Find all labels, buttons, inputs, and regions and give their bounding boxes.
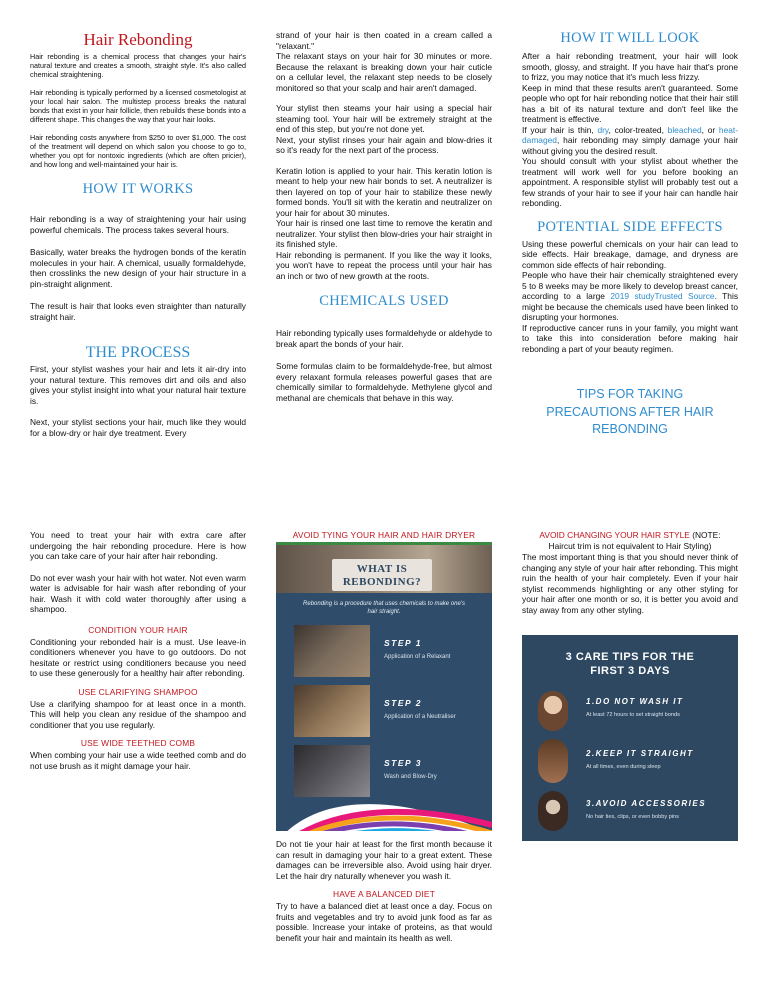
- wide-comb-heading: USE WIDE TEETHED COMB: [80, 738, 196, 748]
- process-heading: THE PROCESS: [85, 344, 191, 361]
- look-damage-post: , hair rebonding may simply damage your hair without giving you the desired result.: [522, 135, 738, 156]
- process-paragraph-1: First, your stylist washes your hair and lets it air-dry into your natural texture. This removes dirt and oils and also gives your stylist insight into what your natural hair texture is.: [30, 364, 246, 406]
- balanced-diet-heading: HAVE A BALANCED DIET: [332, 889, 436, 899]
- rainbow-swirl-graphic: [276, 803, 492, 831]
- study-link[interactable]: 2019 studyTrusted Source: [610, 291, 715, 301]
- process-cont-1: strand of your hair is then coated in a cream called a "relaxant.": [276, 30, 492, 51]
- step-2-label: STEP 2: [384, 698, 422, 708]
- process-cont-4: Next, your stylist rinses your hair again and blow-dries it so it's ready for the next part of the process.: [276, 134, 492, 155]
- side-effects-paragraph-2: [522, 270, 738, 323]
- tip-2-title: 2.KEEP IT STRAIGHT: [586, 749, 694, 758]
- tip-1-photo: [538, 691, 568, 731]
- after-care-intro-2: Do not ever wash your hair with hot water. Not even warm water is advisable for hair wash after rebonding of your hair. Wash it with cold water thoroughly after using a shampoo.: [30, 572, 246, 614]
- intro-paragraph-2: Hair rebonding is typically performed by a licensed cosmetologist at your local hair salon. The multistep process breaks the natural bonds that exist in your hair follicle, then rebuilds these bonds into a different shape. This changes the way that your hair looks.: [30, 88, 246, 124]
- process-cont-7: Hair rebonding is permanent. If you like the way it looks, you won't have to repeat the process until your hair has an inch or two of new growth at the roots.: [276, 249, 492, 281]
- tip-3-text: No hair ties, clips, or even bobby pins: [586, 814, 679, 820]
- care-tips-title-line-2: FIRST 3 DAYS: [590, 665, 670, 677]
- side-effects-paragraph-1: Using these powerful chemicals on your hair can lead to side effects. Hair breakage, damage, and dryness are common side effects of hair rebonding.: [522, 238, 738, 270]
- how-it-works-paragraph-2: Basically, water breaks the hydrogen bonds of the keratin molecules in your hair. A chemical, usually formaldehyde, then crosslinks the new design of your hair structure in a pin-straight alignment.: [30, 247, 246, 289]
- chemicals-paragraph-1: Hair rebonding typically uses formaldehyde or aldehyde to break apart the bonds of your hair.: [276, 328, 492, 349]
- infographic-description: Rebonding is a procedure that uses chemicals to make one's hair straight.: [303, 601, 465, 615]
- process-paragraph-2: Next, your stylist sections your hair, much like they would for a blow-dry or hair dye treatment. Every: [30, 417, 246, 438]
- side-effects-paragraph-3: If reproductive cancer runs in your family, you might want to take this into consideration before making hair rebonding a part of your beauty regimen.: [522, 322, 738, 354]
- page-title: Hair Rebonding: [83, 30, 193, 49]
- clarifying-shampoo-heading: USE CLARIFYING SHAMPOO: [78, 686, 198, 697]
- step-1-label: STEP 1: [384, 638, 422, 648]
- avoid-tying-heading: AVOID TYING YOUR HAIR AND HAIR DRYER: [292, 530, 476, 540]
- step-3-text: Wash and Blow-Dry: [384, 774, 437, 780]
- look-paragraph-2: Keep in mind that these results aren't guaranteed. Some people who opt for hair rebonding notice that their hair still has a bit of its natural texture and don't feel like the treatment is effective.: [522, 82, 738, 124]
- look-consult-paragraph: You should consult with your stylist about whether the treatment will work well for you before booking an appointment. A responsible stylist will probably test out a few strands of your hair to see if your hair can handle hair rebonding.: [522, 156, 738, 208]
- step-2-text: Application of a Neutraliser: [384, 714, 456, 720]
- condition-hair-text: Conditioning your rebonded hair is a must. Use leave-in conditioners whenever you have to go outdoors. Do not hesitate or restrict using conditioners because you need to use these generously for a healthy hair after rebonding.: [30, 636, 246, 678]
- avoid-style-text: The most important thing is that you should never think of changing any style of your hair after rebonding. This might ruin the health of your hair completely. Even if your hair stylist recommends highlighting or any other styling for your hair after one month or so, it is better you avoid and stay away from any other styling.: [522, 552, 738, 615]
- dry-link[interactable]: dry: [597, 124, 609, 135]
- side-effects-2-pre: People who have their hair chemically straightened every 5 to 8 weeks may be more likely to develop breast cancer, according to a large: [522, 270, 738, 301]
- intro-paragraph-1: Hair rebonding is a chemical process that changes your hair's natural texture and creates a smooth, straight style. It's also called chemical straightening.: [30, 52, 246, 79]
- step-2-photo: [294, 685, 370, 737]
- column-3: [522, 30, 738, 439]
- tip-1-title: 1.DO NOT WASH IT: [586, 697, 684, 706]
- tips-heading: TIPS FOR TAKING PRECAUTIONS AFTER HAIR REBONDING: [546, 387, 714, 436]
- tip-3-title: 3.AVOID ACCESSORIES: [586, 799, 707, 808]
- avoid-style-heading: AVOID CHANGING YOUR HAIR STYLE: [539, 530, 690, 540]
- care-tips-title-line-1: 3 CARE TIPS FOR THE: [565, 651, 695, 663]
- how-it-works-heading: HOW IT WORKS: [82, 181, 194, 197]
- avoid-style-note-a: (NOTE:: [689, 530, 721, 540]
- bottom-column-2: [276, 530, 492, 951]
- heat-damaged-link[interactable]: heat-damaged: [522, 124, 738, 145]
- how-it-works-paragraph-3: The result is hair that looks even straighter than naturally straight hair.: [30, 301, 246, 322]
- avoid-style-note-b: Haircut trim is not equivalent to Hair Styling): [548, 541, 712, 551]
- balanced-diet-text: Try to have a balanced diet at least once a day. Focus on fruits and vegetables and try to avoid junk food as far as possible. Increase your intake of proteins, as that would benefit your hair and maintain its health as well.: [276, 901, 492, 943]
- infographic-title: WHAT IS REBONDING?: [342, 563, 422, 588]
- tip-2-text: At all times, even during sleep: [586, 764, 661, 770]
- side-effects-2-post: . This might be because the chemicals used have been linked to disrupting your hormones.: [522, 291, 739, 322]
- process-cont-3: Your stylist then steams your hair using a special hair steaming tool. Your hair will be extremely straight at the end of this step, but you're not done yet.: [276, 103, 492, 134]
- how-it-works-paragraph-1: Hair rebonding is a way of straightening your hair using powerful chemicals. The process takes several hours.: [30, 214, 246, 235]
- side-effects-heading: POTENTIAL SIDE EFFECTS: [537, 218, 723, 235]
- look-paragraph-1: After a hair rebonding treatment, your hair will look smooth, glossy, and straight. If you have hair that's prone to frizz, you may notice that it's much less frizzy.: [522, 51, 738, 82]
- condition-hair-heading: CONDITION YOUR HAIR: [88, 624, 188, 635]
- step-1-photo: [294, 625, 370, 677]
- intro-paragraph-3: Hair rebonding costs anywhere from $250 to over $1,000. The cost of the treatment will depend on which salon you choose to go to, whether you opt for nontoxic ingredients (which are often pricier), and how long and well-maintained your hair is.: [30, 133, 246, 169]
- look-damage-paragraph: [522, 125, 738, 157]
- wide-comb-text: When combing your hair use a wide teethed comb and do not use brush as it might damage your hair.: [30, 750, 246, 771]
- how-it-will-look-heading: HOW IT WILL LOOK: [560, 30, 700, 46]
- step-1-text: Application of a Relaxant: [384, 654, 451, 660]
- column-2: [276, 30, 492, 411]
- look-damage-pre: If your hair is thin,: [522, 124, 598, 135]
- clarifying-shampoo-text: Use a clarifying shampoo for at least once in a month. This will help you clean any residue of the shampoo and conditioner that you use regularly.: [30, 698, 246, 730]
- bleached-link[interactable]: bleached: [667, 124, 702, 135]
- look-damage-mid2: , or: [701, 124, 719, 135]
- tip-3-photo: [538, 791, 568, 831]
- look-damage-mid1: , color-treated,: [608, 124, 668, 135]
- after-care-intro-1: You need to treat your hair with extra care after undergoing the hair rebonding procedure. Here is how you can take care of your hair after hair rebonding.: [30, 530, 246, 561]
- tip-2-photo: [538, 739, 568, 783]
- chemicals-paragraph-2: Some formulas claim to be formaldehyde-free, but almost every relaxant formula releases powerful gases that are chemically similar to formaldehyde. Methylene glycol and methanal are chemicals that behave in this way.: [276, 361, 492, 403]
- column-1: [30, 30, 246, 446]
- care-tips-infographic: [522, 635, 738, 841]
- chemicals-heading: CHEMICALS USED: [319, 293, 449, 309]
- process-cont-5: Keratin lotion is applied to your hair. This keratin lotion is meant to help your new hair bonds to set. A neutralizer is then layered on top of your hair to stabilize these newly formed bonds. You'll sit with the keratin and neutralizer on your hair for about 30 minutes.: [276, 165, 492, 218]
- step-3-label: STEP 3: [384, 758, 422, 768]
- avoid-tying-text: Do not tie your hair at least for the first month because it can result in damaging your hair to a great extent. These damages can be irreversible also. Avoid using hair dryer. Let the hair dry naturally whenever you wash it.: [276, 839, 492, 881]
- avoid-style-heading-line: [522, 530, 738, 540]
- tip-1-text: At least 72 hours to set straight bonds: [586, 712, 680, 718]
- process-cont-2: The relaxant stays on your hair for 30 minutes or more. Because the relaxant is breaking down your hair cuticle on a cellular level, the relaxant step needs to be closely monitored so that your scalp and hair aren't damaged.: [276, 51, 492, 93]
- step-3-photo: [294, 745, 370, 797]
- rebonding-infographic: [276, 542, 492, 831]
- bottom-column-3: [522, 530, 738, 841]
- process-cont-6: Your hair is rinsed one last time to remove the keratin and neutralizer. Your stylist then blow-dries your hair straight in its finished style.: [276, 218, 492, 249]
- bottom-column-1: [30, 530, 246, 779]
